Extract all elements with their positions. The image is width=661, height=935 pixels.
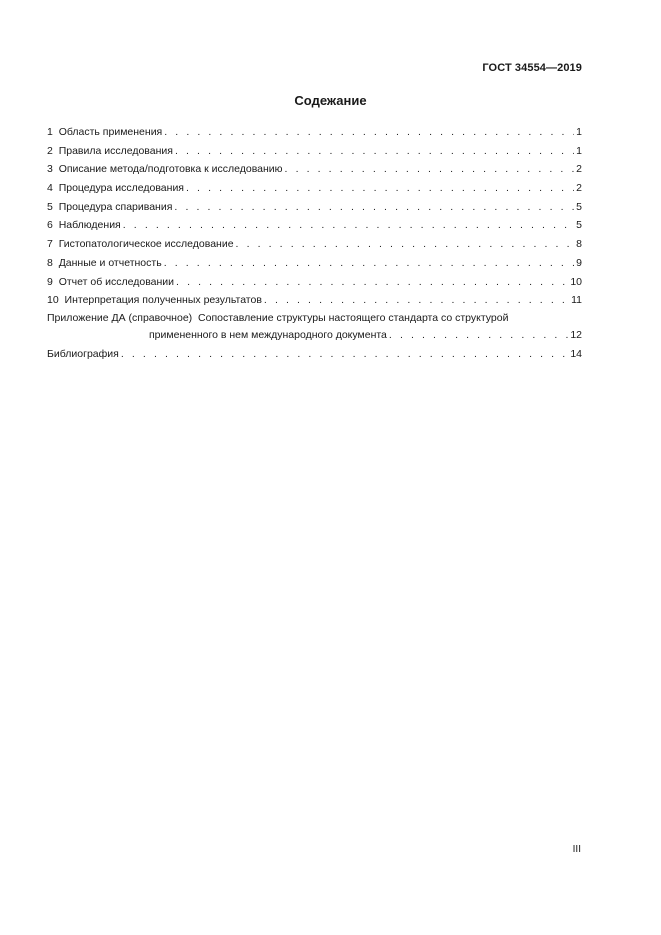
toc-entry-text: Правила исследования xyxy=(58,144,173,157)
toc-entry-number: 2 xyxy=(47,144,53,157)
toc-entry-text: Процедура спаривания xyxy=(58,200,173,213)
page-number: III xyxy=(572,844,581,855)
toc-entry-page: 9 xyxy=(576,256,582,269)
table-of-contents xyxy=(47,123,582,364)
toc-entry-1[interactable] xyxy=(47,123,582,142)
leader-dots xyxy=(121,345,568,364)
toc-entry-number: 4 xyxy=(47,182,53,195)
toc-entry-text: Интерпретация полученных результатов xyxy=(64,294,262,307)
toc-entry-number: 9 xyxy=(47,275,53,288)
leader-dots xyxy=(264,291,569,310)
toc-entry-page: 1 xyxy=(576,144,582,157)
toc-entry-7[interactable] xyxy=(47,235,582,254)
toc-entry-page: 5 xyxy=(576,200,582,213)
toc-entry-annex[interactable] xyxy=(47,310,582,345)
annex-title-line1: Сопоставление структуры настоящего стандарта со структурой xyxy=(198,311,509,324)
annex-title-line2: примененного в нем международного документа xyxy=(149,328,387,341)
leader-dots xyxy=(164,254,574,273)
toc-entry-page: 12 xyxy=(570,328,582,341)
toc-entry-number: 10 xyxy=(47,294,59,307)
leader-dots xyxy=(285,160,575,179)
toc-entry-page: 14 xyxy=(570,347,582,360)
leader-dots xyxy=(389,326,568,345)
toc-entry-3[interactable] xyxy=(47,160,582,179)
toc-title: Содежание xyxy=(294,93,367,108)
toc-entry-text: Процедура исследования xyxy=(58,182,184,195)
toc-entry-number: 6 xyxy=(47,219,53,232)
document-code: ГОСТ 34554—2019 xyxy=(482,62,582,74)
toc-entry-2[interactable] xyxy=(47,142,582,161)
toc-entry-6[interactable] xyxy=(47,216,582,235)
toc-entry-text: Гистопатологическое исследование xyxy=(58,238,234,251)
leader-dots xyxy=(175,142,574,161)
toc-entry-page: 8 xyxy=(576,238,582,251)
toc-entry-page: 11 xyxy=(571,294,582,307)
toc-entry-8[interactable] xyxy=(47,254,582,273)
toc-entry-number: 3 xyxy=(47,163,53,176)
toc-entry-number: 7 xyxy=(47,238,53,251)
toc-entry-number: 1 xyxy=(47,126,53,138)
toc-entry-10[interactable] xyxy=(47,291,582,310)
toc-entry-number: 5 xyxy=(47,200,53,213)
leader-dots xyxy=(174,198,574,217)
toc-entry-5[interactable] xyxy=(47,198,582,217)
toc-entry-bibliography[interactable] xyxy=(47,345,582,364)
leader-dots xyxy=(123,216,574,235)
toc-entry-page: 5 xyxy=(576,219,582,232)
leader-dots xyxy=(176,273,568,292)
toc-entry-page: 2 xyxy=(576,163,582,176)
toc-entry-page: 1 xyxy=(576,126,582,138)
toc-entry-page: 2 xyxy=(576,182,582,195)
toc-entry-text: Наблюдения xyxy=(58,219,121,232)
toc-entry-text: Библиография xyxy=(47,347,119,360)
toc-entry-text: Описание метода/подготовка к исследованию xyxy=(58,163,283,176)
toc-entry-9[interactable] xyxy=(47,273,582,292)
leader-dots xyxy=(186,179,574,198)
leader-dots xyxy=(236,235,575,254)
toc-entry-text: Отчет об исследовании xyxy=(58,275,175,288)
toc-entry-number: 8 xyxy=(47,256,53,269)
leader-dots xyxy=(164,123,574,142)
toc-entry-4[interactable] xyxy=(47,179,582,198)
toc-entry-page: 10 xyxy=(570,275,582,288)
toc-entry-text: Данные и отчетность xyxy=(58,256,162,269)
annex-label: Приложение ДА (справочное) xyxy=(47,311,193,324)
toc-entry-text: Область применения xyxy=(58,126,163,138)
